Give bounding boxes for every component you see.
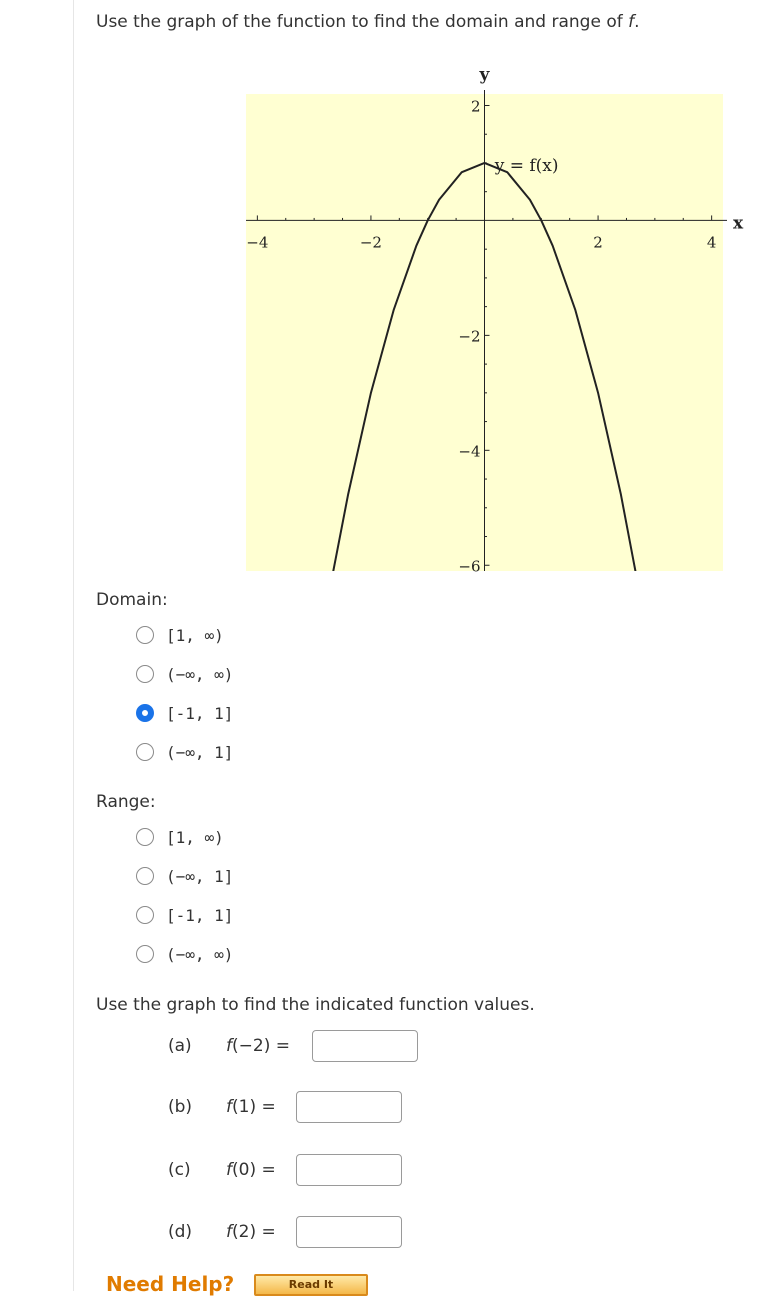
x-tick-label: 4: [706, 233, 717, 252]
radio-button[interactable]: [136, 867, 154, 885]
answer-input[interactable]: [312, 1030, 418, 1062]
range-heading: Range:: [96, 792, 156, 812]
function-expression: [226, 1036, 304, 1056]
radio-button[interactable]: [136, 828, 154, 846]
function-expression: [226, 1160, 288, 1180]
domain-option-2[interactable]: [136, 701, 233, 725]
radio-button[interactable]: [136, 704, 154, 722]
function-name: f: [226, 1036, 232, 1056]
part-label: (b): [168, 1097, 193, 1117]
y-tick-label: −6: [458, 557, 481, 576]
y-tick-label: 2: [470, 97, 481, 116]
y-tick-label: −2: [458, 327, 481, 346]
prompt-text: Use the graph of the function to find the domain and range of: [96, 12, 629, 32]
domain-heading: Domain:: [96, 590, 168, 610]
option-label: [1, ∞): [166, 827, 224, 847]
radio-button[interactable]: [136, 665, 154, 683]
answer-input[interactable]: [296, 1154, 402, 1186]
function-name: f: [226, 1222, 232, 1242]
range-option-1[interactable]: [136, 864, 233, 888]
function-argument: (1): [232, 1097, 257, 1117]
radio-button[interactable]: [136, 626, 154, 644]
function-graph: [0, 0, 764, 580]
answer-input[interactable]: [296, 1216, 402, 1248]
x-axis-label: x: [733, 213, 744, 234]
radio-button[interactable]: [136, 945, 154, 963]
function-label: y = f(x): [494, 155, 559, 176]
option-label: (−∞, 1]: [166, 866, 234, 886]
range-option-0[interactable]: [136, 825, 224, 849]
domain-option-0[interactable]: [136, 623, 224, 647]
function-value-row: [168, 1029, 418, 1063]
radio-button[interactable]: [136, 906, 154, 924]
function-value-row: [168, 1215, 402, 1249]
equals-sign: =: [270, 1036, 290, 1056]
function-name: f: [226, 1160, 232, 1180]
y-tick-label: −4: [458, 442, 481, 461]
function-expression: [226, 1097, 288, 1117]
option-label: (−∞, ∞): [166, 664, 234, 684]
equals-sign: =: [256, 1222, 276, 1242]
option-label: (−∞, ∞): [166, 944, 234, 964]
read-it-button[interactable]: Read It: [254, 1274, 368, 1296]
option-label: [-1, 1]: [166, 703, 234, 723]
option-label: [1, ∞): [166, 625, 224, 645]
equals-sign: =: [256, 1097, 276, 1117]
prompt-period: .: [634, 12, 640, 32]
prompt-variable: f: [628, 12, 635, 32]
part-label: (d): [168, 1222, 193, 1242]
part-label: (a): [168, 1036, 192, 1056]
option-label: (−∞, 1]: [166, 742, 234, 762]
function-argument: (2): [232, 1222, 257, 1242]
function-argument: (0): [232, 1160, 257, 1180]
option-label: [-1, 1]: [166, 905, 234, 925]
domain-option-3[interactable]: [136, 740, 233, 764]
domain-option-1[interactable]: [136, 662, 233, 686]
function-values-prompt: Use the graph to find the indicated function values.: [96, 995, 535, 1015]
function-name: f: [226, 1097, 232, 1117]
answer-input[interactable]: [296, 1091, 402, 1123]
function-value-row: [168, 1090, 402, 1124]
x-tick-label: −4: [246, 233, 269, 252]
x-tick-label: −2: [359, 233, 382, 252]
equals-sign: =: [256, 1160, 276, 1180]
function-argument: (−2): [232, 1036, 271, 1056]
x-tick-label: 2: [593, 233, 603, 252]
radio-button[interactable]: [136, 743, 154, 761]
part-label: (c): [168, 1160, 191, 1180]
need-help-label: Need Help?: [106, 1272, 235, 1296]
function-expression: [226, 1222, 288, 1242]
y-axis-label: y: [479, 65, 490, 85]
range-option-2[interactable]: [136, 903, 233, 927]
function-value-row: [168, 1153, 402, 1187]
range-option-3[interactable]: [136, 942, 233, 966]
